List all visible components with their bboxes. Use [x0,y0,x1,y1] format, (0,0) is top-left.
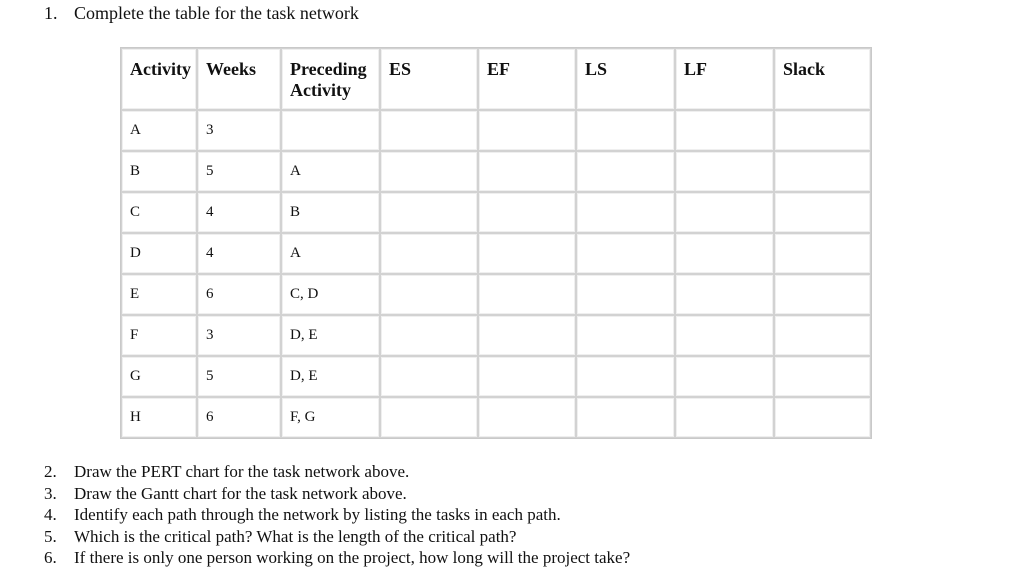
header-preceding-line1: Preceding [290,59,367,79]
cell-ef [478,110,576,151]
cell-preceding: A [281,151,380,192]
cell-preceding: D, E [281,315,380,356]
cell-preceding: F, G [281,397,380,438]
table-row [121,274,871,315]
cell-weeks: 5 [197,151,281,192]
cell-ef [478,274,576,315]
header-activity: Activity [121,48,197,110]
cell-ls [576,356,675,397]
cell-ef [478,397,576,438]
cell-ls [576,397,675,438]
cell-weeks: 3 [197,110,281,151]
cell-lf [675,315,774,356]
table-row [121,397,871,438]
question-text: Which is the critical path? What is the length of the critical path? [74,526,517,546]
header-slack: Slack [774,48,871,110]
cell-preceding: D, E [281,356,380,397]
cell-preceding [281,110,380,151]
cell-es [380,110,478,151]
cell-activity: C [121,192,197,233]
table-row [121,356,871,397]
cell-weeks: 3 [197,315,281,356]
cell-weeks: 4 [197,192,281,233]
question-number: 5. [44,526,57,546]
cell-activity: D [121,233,197,274]
cell-es [380,151,478,192]
cell-ef [478,233,576,274]
cell-weeks: 6 [197,274,281,315]
question-item [44,504,630,526]
cell-slack [774,397,871,438]
cell-slack [774,315,871,356]
cell-ls [576,274,675,315]
cell-es [380,356,478,397]
cell-es [380,274,478,315]
cell-lf [675,151,774,192]
question-1-text: Complete the table for the task network [74,3,359,23]
question-text: Draw the Gantt chart for the task network above. [74,483,407,503]
cell-ef [478,151,576,192]
table-row [121,233,871,274]
question-item [44,547,630,569]
cell-weeks: 6 [197,397,281,438]
question-text: If there is only one person working on the project, how long will the project take? [74,548,631,567]
question-number: 4. [44,505,57,524]
cell-weeks: 5 [197,356,281,397]
table-body [121,110,871,438]
question-item [44,483,630,505]
cell-lf [675,110,774,151]
table-row [121,110,871,151]
cell-activity: B [121,151,197,192]
cell-lf [675,192,774,233]
cell-preceding: B [281,192,380,233]
cell-activity: F [121,315,197,356]
cell-ls [576,192,675,233]
question-number: 2. [44,462,57,481]
question-text: Identify each path through the network by listing the tasks in each path. [74,505,561,524]
header-preceding-activity [281,48,380,110]
cell-ls [576,151,675,192]
header-weeks: Weeks [197,48,281,110]
cell-slack [774,110,871,151]
cell-ls [576,315,675,356]
cell-lf [675,397,774,438]
cell-weeks: 4 [197,233,281,274]
cell-ef [478,192,576,233]
cell-slack [774,274,871,315]
cell-ef [478,356,576,397]
header-lf: LF [675,48,774,110]
cell-lf [675,274,774,315]
question-item [44,526,630,548]
question-text: Draw the PERT chart for the task network above. [74,462,410,481]
question-list [44,461,630,569]
cell-activity: H [121,397,197,438]
cell-es [380,315,478,356]
header-ls: LS [576,48,675,110]
table-row [121,315,871,356]
header-ef: EF [478,48,576,110]
task-network-table [120,47,872,439]
cell-slack [774,356,871,397]
cell-ls [576,110,675,151]
question-item [44,461,630,483]
cell-preceding: C, D [281,274,380,315]
cell-activity: A [121,110,197,151]
cell-slack [774,233,871,274]
cell-preceding: A [281,233,380,274]
cell-es [380,233,478,274]
cell-slack [774,192,871,233]
header-es: ES [380,48,478,110]
question-1 [44,3,359,24]
cell-lf [675,233,774,274]
cell-activity: G [121,356,197,397]
cell-lf [675,356,774,397]
question-number: 3. [44,483,57,503]
header-preceding-line2: Activity [290,80,351,100]
table-row [121,151,871,192]
cell-ef [478,315,576,356]
table-header-row [121,48,871,110]
table-row [121,192,871,233]
cell-ls [576,233,675,274]
question-1-number: 1. [44,3,58,23]
cell-activity: E [121,274,197,315]
cell-slack [774,151,871,192]
cell-es [380,192,478,233]
cell-es [380,397,478,438]
question-number: 6. [44,548,57,567]
